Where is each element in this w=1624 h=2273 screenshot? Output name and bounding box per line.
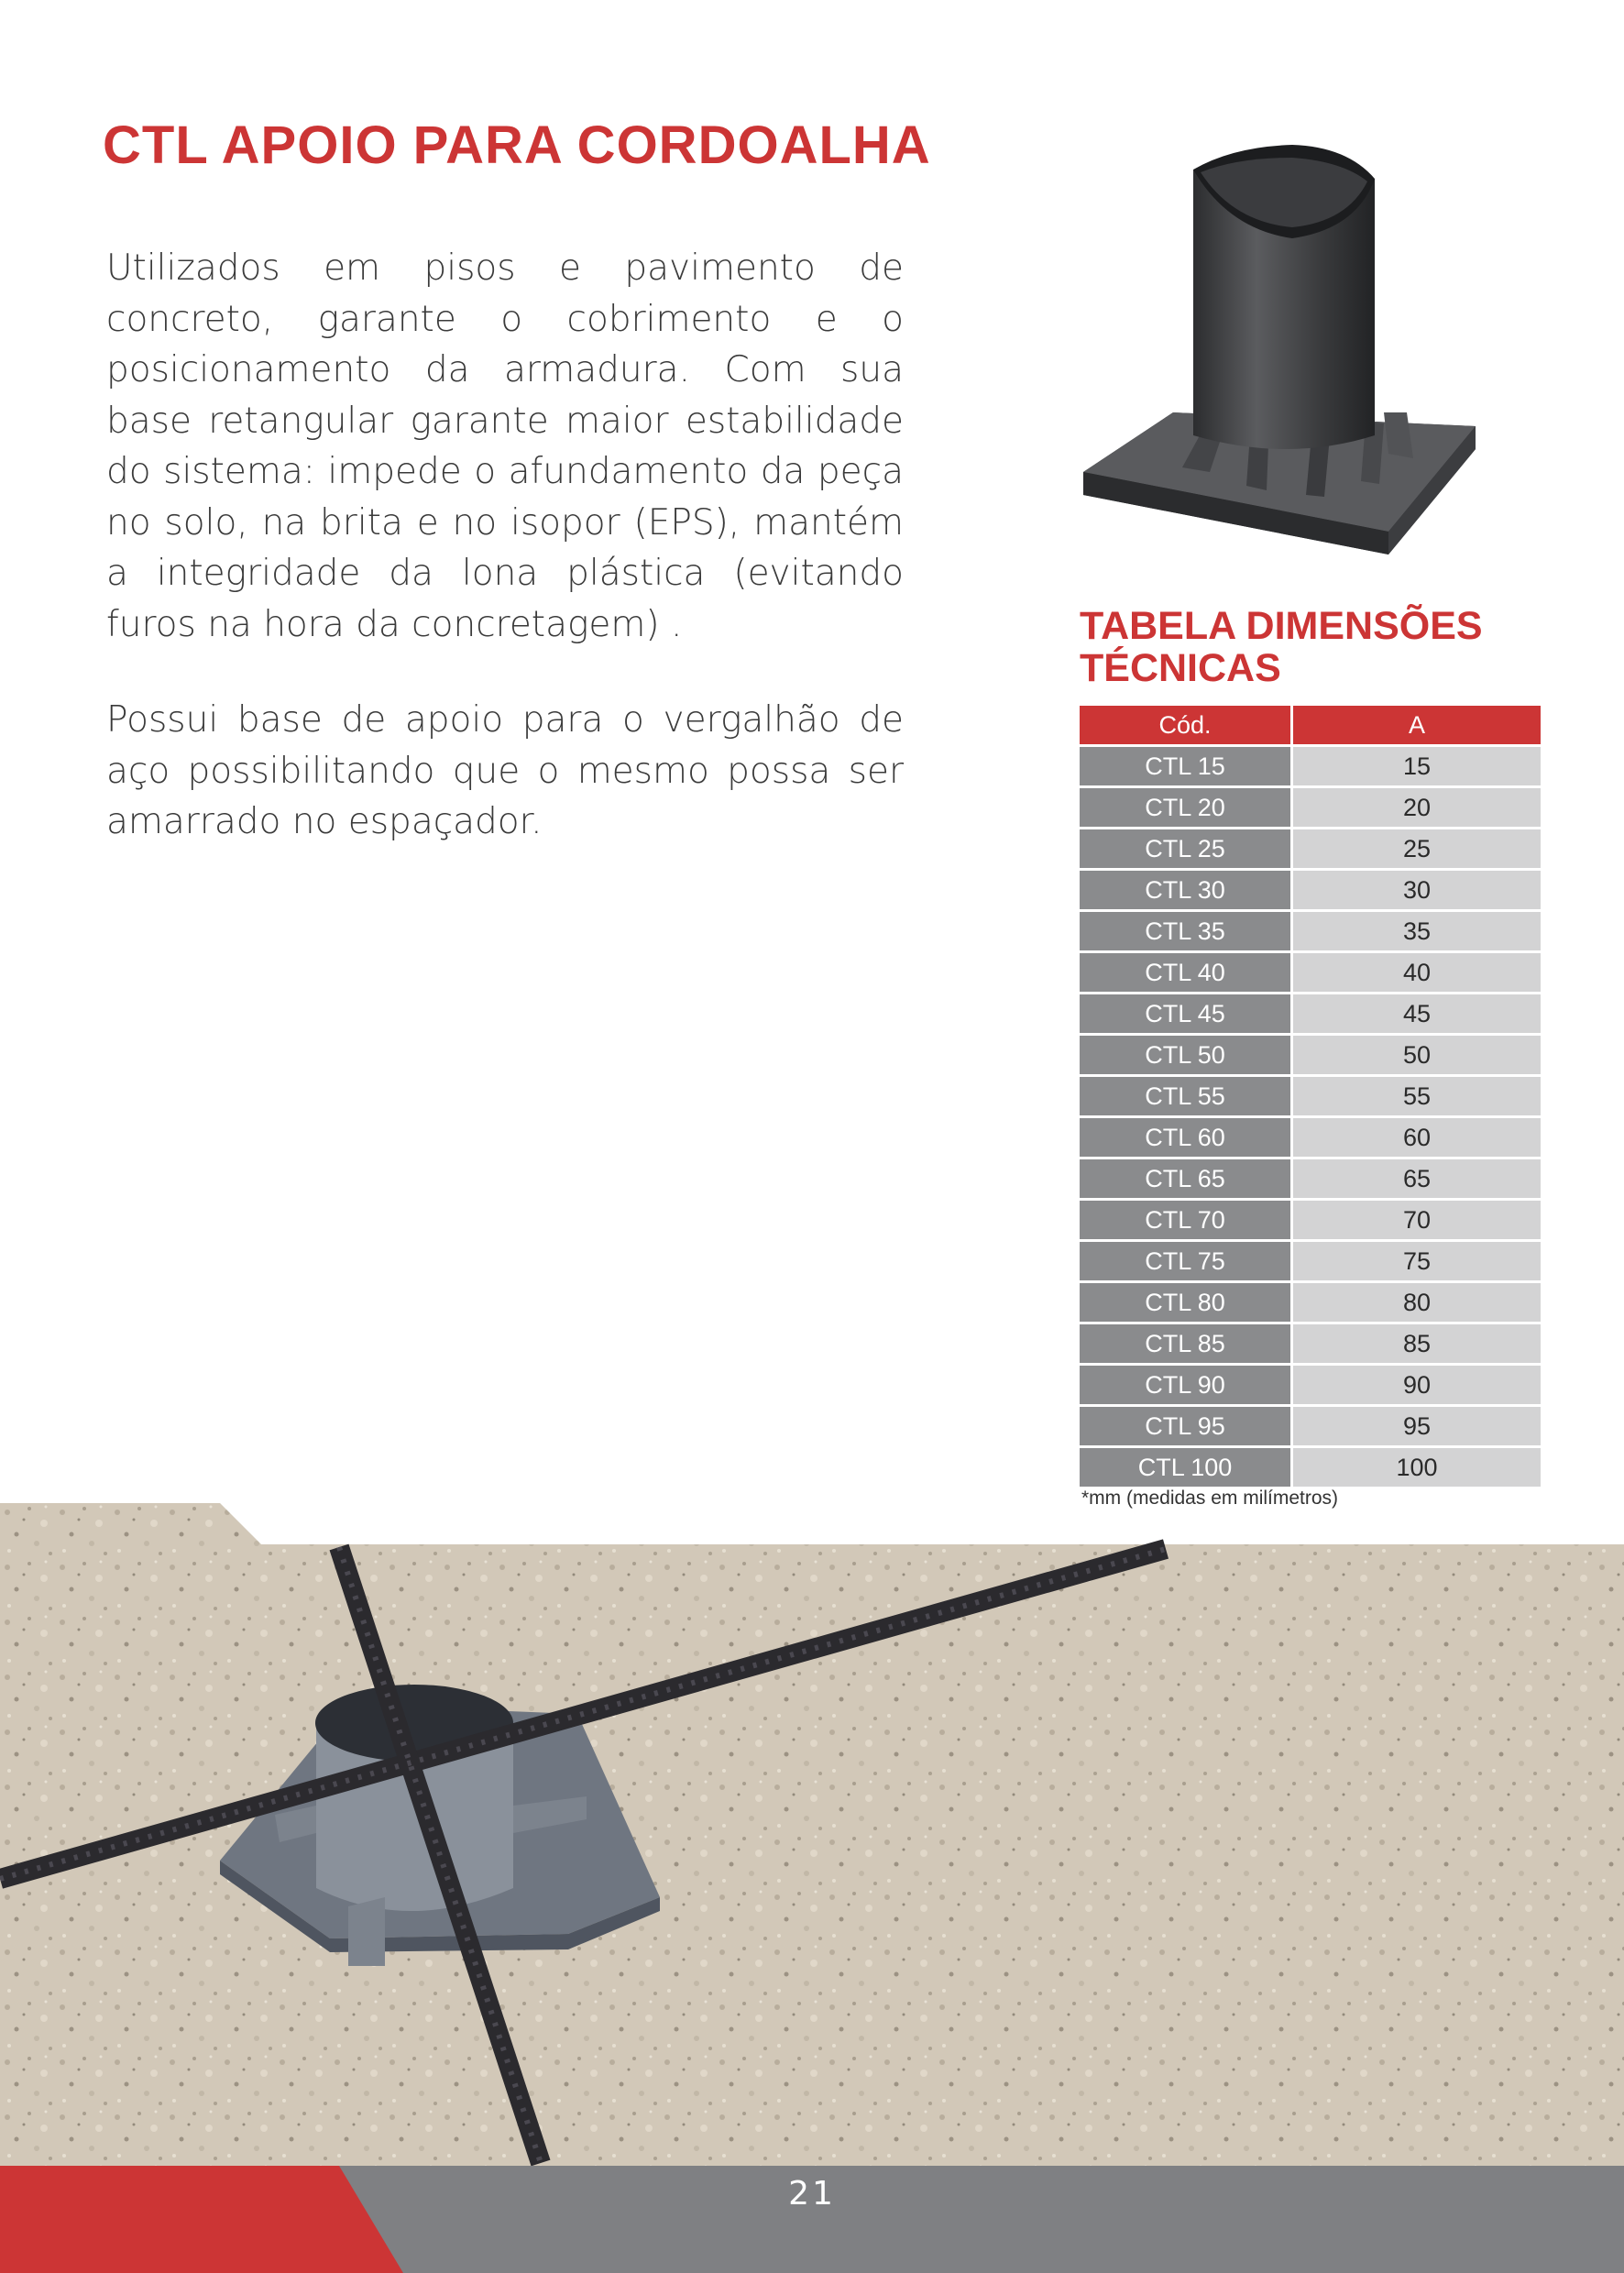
column-header-a: A: [1293, 706, 1541, 744]
table-header-row: [1080, 706, 1541, 744]
cell-a: 20: [1293, 785, 1541, 827]
description-paragraph-2: Possui base de apoio para o vergalhão de aço possibilitando que o mesmo possa ser amarrado no espaçador.: [106, 699, 904, 842]
cell-a: 95: [1293, 1404, 1541, 1445]
cell-code: CTL 80: [1080, 1280, 1293, 1322]
cell-code: CTL 25: [1080, 827, 1293, 868]
dimensions-table: [1080, 706, 1541, 1487]
cell-a: 100: [1293, 1445, 1541, 1487]
cell-code: CTL 60: [1080, 1115, 1293, 1157]
cell-a: 50: [1293, 1033, 1541, 1074]
table-row: [1080, 1404, 1541, 1445]
cell-code: CTL 100: [1080, 1445, 1293, 1487]
table-row: [1080, 1115, 1541, 1157]
cell-code: CTL 65: [1080, 1157, 1293, 1198]
cell-code: CTL 95: [1080, 1404, 1293, 1445]
cell-a: 75: [1293, 1239, 1541, 1280]
table-row: [1080, 827, 1541, 868]
column-header-code: Cód.: [1080, 706, 1293, 744]
table-row: [1080, 1445, 1541, 1487]
cell-a: 40: [1293, 950, 1541, 992]
description-paragraph-1: Utilizados em pisos e pavimento de concreto, garante o cobrimento e o posicionamento da armadura. Com sua base retangular garante maior estabilidade do sistema: impede o afundamento da peça no solo, na brita e no isopor (EPS), mantém a integridade da lona plástica (evitando furos na hora da concretagem) .: [106, 247, 904, 645]
product-image: [1072, 137, 1494, 559]
table-row: [1080, 1198, 1541, 1239]
cell-a: 90: [1293, 1363, 1541, 1404]
cell-a: 85: [1293, 1322, 1541, 1363]
cell-a: 55: [1293, 1074, 1541, 1115]
cell-a: 70: [1293, 1198, 1541, 1239]
cell-a: 25: [1293, 827, 1541, 868]
table-row: [1080, 1033, 1541, 1074]
table-row: [1080, 744, 1541, 785]
table-row: [1080, 909, 1541, 950]
cell-code: CTL 30: [1080, 868, 1293, 909]
cell-code: CTL 75: [1080, 1239, 1293, 1280]
table-row: [1080, 1239, 1541, 1280]
cell-code: CTL 70: [1080, 1198, 1293, 1239]
cell-a: 65: [1293, 1157, 1541, 1198]
cell-code: CTL 15: [1080, 744, 1293, 785]
cell-a: 35: [1293, 909, 1541, 950]
cell-a: 15: [1293, 744, 1541, 785]
page-number: 21: [788, 2175, 836, 2213]
page-title: CTL APOIO PARA CORDOALHA: [103, 115, 931, 175]
table-footnote: *mm (medidas em milímetros): [1081, 1488, 1339, 1509]
table-row: [1080, 1322, 1541, 1363]
cell-a: 80: [1293, 1280, 1541, 1322]
table-row: [1080, 1157, 1541, 1198]
cell-a: 45: [1293, 992, 1541, 1033]
cell-code: CTL 20: [1080, 785, 1293, 827]
table-row: [1080, 1074, 1541, 1115]
table-row: [1080, 950, 1541, 992]
table-row: [1080, 1363, 1541, 1404]
table-row: [1080, 992, 1541, 1033]
cell-code: CTL 45: [1080, 992, 1293, 1033]
installation-photo: [0, 1503, 1624, 2168]
table-row: [1080, 868, 1541, 909]
table-row: [1080, 1280, 1541, 1322]
cell-code: CTL 90: [1080, 1363, 1293, 1404]
table-title-line-2: TÉCNICAS: [1080, 646, 1281, 690]
cell-code: CTL 55: [1080, 1074, 1293, 1115]
cell-code: CTL 40: [1080, 950, 1293, 992]
table-row: [1080, 785, 1541, 827]
cell-a: 60: [1293, 1115, 1541, 1157]
cell-a: 30: [1293, 868, 1541, 909]
table-title: [1080, 605, 1483, 689]
table-title-line-1: TABELA DIMENSÕES: [1080, 604, 1483, 648]
cell-code: CTL 50: [1080, 1033, 1293, 1074]
cell-code: CTL 35: [1080, 909, 1293, 950]
cell-code: CTL 85: [1080, 1322, 1293, 1363]
